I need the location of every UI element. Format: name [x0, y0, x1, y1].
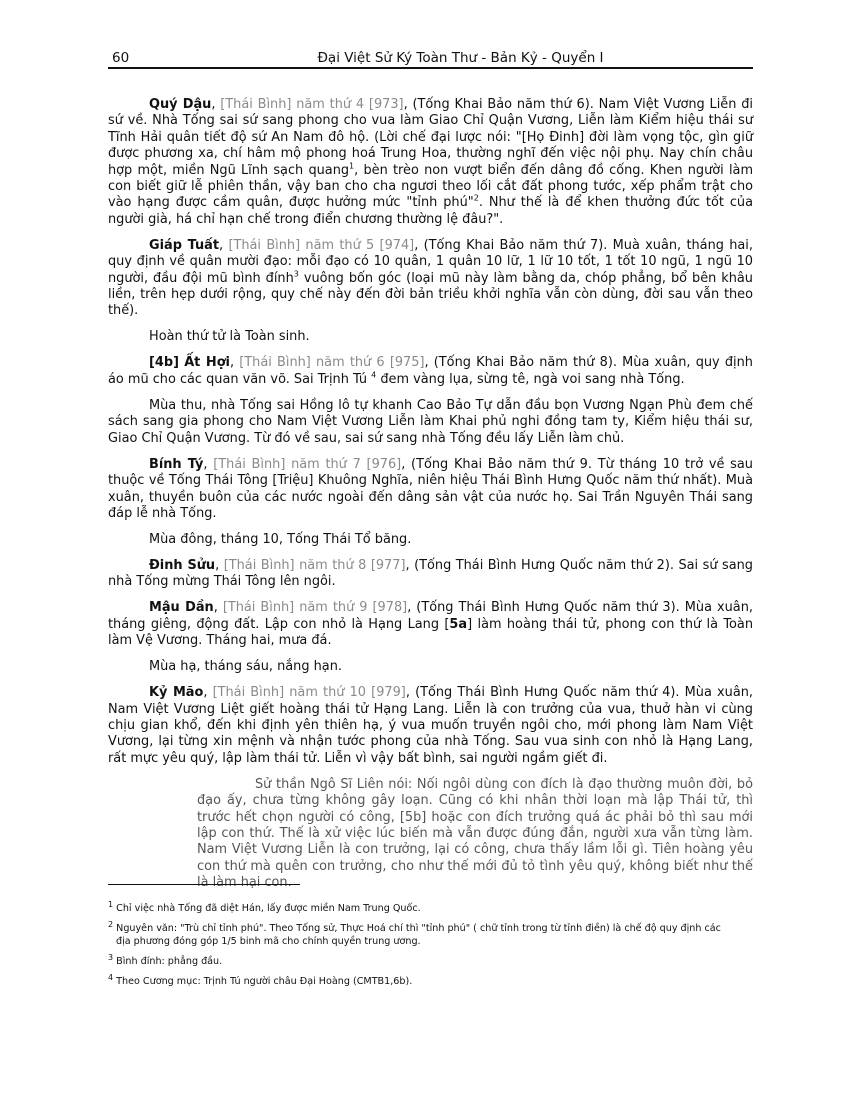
paragraph-text: , (Tống Khai Bảo năm thứ 6). Nam Việt Vương Liễn đi sứ về. Nhà Tống sai sứ sang phong cho vua làm Giao Chỉ Quận Vương, Liễn làm Kiểm hiệu thái sư Tĩnh Hải quân tiết độ sứ An Nam đô hộ. (Lời chế đại lược nói: "[Họ Đinh] đời làm vọng tộc, gìn giữ được phương xa, chí hâm mộ phong hoá Trung Hoa, thường nghĩ đến việc nội phụ. Nay chín châu hợp một, miền Ngũ Lĩnh sạch quang [108, 97, 753, 178]
footnote-number: 4 [108, 972, 114, 982]
footnote-item [108, 952, 753, 968]
year-heading: Giáp Tuất [149, 237, 220, 253]
footnote-item [108, 972, 753, 988]
page-header [108, 48, 753, 68]
paragraph-text: ] làm hoàng thái tử, phong con thứ là Toàn làm Vệ Vương. Tháng hai, mưa đá. [108, 616, 753, 649]
historian-commentary: Sử thần Ngô Sĩ Liên nói: Nối ngôi dùng con đích là đạo thường muôn đời, bỏ đạo ấy, chưa từng không gây loạn. Cũng có khi nhân thời loạn mà lập Thái tử, thì trước hết chọn người có công, [5b] hoặc con đích trưởng quá ác phải bỏ thì sau mới lập con thứ. Thế là xử việc lúc biến mà vẫn được đúng đắn, người xưa vẫn từng làm. Nam Việt Vương Liễn là con trưởng, lại có công, chưa thấy lầm lỗi gì. Tiên hoàng yêu con thứ mà quên con trưởng, cho như thế mới đủ tỏ tình yêu quý, không biết như thế là làm hại con. [197, 776, 753, 891]
page-number: 60 [112, 50, 130, 66]
reign-label: [Thái Bình] năm thứ 4 [973] [220, 97, 404, 112]
paragraph-plain: Mùa thu, nhà Tống sai Hồng lô tự khanh Cao Bảo Tự dẫn đầu bọn Vương Ngạn Phù đem chế sách sang gia phong cho Nam Việt Vương Liễn làm Khai phủ nghi đồng tam ty, Kiểm hiệu thái sư, Giao Chỉ Quận Vương. Từ đó về sau, sai sứ sang nhà Tống đều lấy Liễn làm chủ. [108, 397, 753, 446]
footnote-text: Nguyên văn: "Trù chỉ tỉnh phú". Theo Tống sử, Thực Hoá chí thì "tỉnh phú" ( chữ tỉnh trong từ tỉnh điền) là chế độ quy định các [116, 923, 721, 934]
paragraph-text: , (Tống Khai Bảo năm thứ 7). Muà xuân, tháng hai, quy định về quân mười đạo: mỗi đạo có 10 quân, 1 quân 10 lữ, 1 lữ 10 tốt, 1 tốt 10 ngũ, 1 ngũ 10 người, đầu đội mũ bình đính [108, 237, 753, 286]
paragraph-text: , (Tống Khai Bảo năm thứ 8). Mùa xuân, quy định áo mũ cho các quan văn võ. Sai Trịnh Tú [108, 355, 753, 387]
year-heading: Quý Dậu [149, 97, 212, 112]
reign-label: [Thái Bình] năm thứ 10 [979] [212, 685, 406, 701]
footnote-number: 2 [108, 919, 114, 929]
paragraph-giap-tuat: Giáp Tuất, [Thái Bình] năm thứ 5 [974], (Tống Khai Bảo năm thứ 7). Muà xuân, tháng hai, quy định về quân mười đạo: mỗi đạo có 10 quân, 1 quân 10 lữ, 1 lữ 10 tốt, 1 tốt 10 ngũ, 1 ngũ 10 người, đầu đội mũ bình đính$^3$ vuông bốn góc (loại mũ này làm bằng da, chóp phẳng, bổ bên khâu liền, trên hẹp dưới rộng, quy chế này đến đời bản triều khởi nghĩa vẫn còn dùng, đời sau vẫn theo thế). [108, 237, 753, 319]
footnote-number: 1 [108, 899, 114, 909]
footnote-text-continued: địa phương đóng góp 1/5 binh mã cho chính quyền trung ương. [116, 936, 421, 947]
footnote-text: Chỉ việc nhà Tống đã diệt Hán, lấy được miền Nam Trung Quốc. [116, 903, 421, 914]
reign-label: [Thái Bình] năm thứ 9 [978] [222, 600, 408, 616]
document-body [108, 97, 753, 892]
footnote-text: Bình đính: phẳng đầu. [116, 956, 223, 967]
paragraph-text: , bèn trèo non vượt biển đến dâng đồ cống. Khen người làm con biết giữ lễ phiên thần, vậy ban cho cha ngươi theo lối cắt đất phong tước, xếp phẩm trật cho vào hạng được cầm quân, được hưởng mức "tỉnh phú" [108, 162, 753, 211]
paragraph-text: đem vàng lụa, sừng tê, ngà voi sang nhà Tống. [376, 371, 685, 387]
year-heading: Đinh Sửu [149, 557, 216, 573]
footnote-number: 3 [108, 952, 114, 962]
reign-label: [Thái Bình] năm thứ 8 [977] [223, 557, 406, 573]
paragraph-text: vuông bốn góc (loại mũ này làm bằng da, chóp phẳng, bổ bên khâu liền, trên hẹp dưới rộng, quy chế này đến đời bản triều khởi nghĩa vẫn còn dùng, đời sau vẫn theo thế). [108, 270, 753, 319]
paragraph-plain: Mùa hạ, tháng sáu, nắng hạn. [149, 659, 342, 675]
footnote-ref: 2 [473, 194, 479, 204]
paragraph-text: , (Tống Khai Bảo năm thứ 9. Từ tháng 10 trở về sau thuộc về Tống Thái Tông [Triệu] Khuông Nghĩa, niên hiệu Thái Bình Hưng Quốc năm thứ nhất). Muà xuân, thuyền buôn của các nước ngoài đến dâng sản vật của nước họ. Sai Trần Nguyên Thái sang đáp lễ nhà Tống. [108, 456, 753, 521]
footnotes [108, 899, 753, 995]
paragraph-text: , (Tống Thái Bình Hưng Quốc năm thứ 3). Mùa xuân, tháng giêng, động đất. Lập con nhỏ là Hạng Lang [ [108, 600, 753, 632]
paragraph-at-hoi: [4b] Ất Hợi, [Thái Bình] năm thứ 6 [975], (Tống Khai Bảo năm thứ 8). Mùa xuân, quy định áo mũ cho các quan văn võ. Sai Trịnh Tú $^4$ đem vàng lụa, sừng tê, ngà voi sang nhà Tống. [108, 355, 753, 387]
footnote-ref: 1 [349, 161, 355, 171]
paragraph-text: . Như thế là để khen thưởng đức tốt của người già, há chỉ hạn chế trong điển chương thường lệ đâu?". [108, 195, 754, 227]
footnote-item [108, 899, 753, 915]
paragraph-mau-dan: Mậu Dần, [Thái Bình] năm thứ 9 [978], (Tống Thái Bình Hưng Quốc năm thứ 3). Mùa xuân, tháng giêng, động đất. Lập con nhỏ là Hạng Lang [5a] làm hoàng thái tử, phong con thứ là Toàn làm Vệ Vương. Tháng hai, mưa đá. [108, 600, 753, 649]
reign-label: [Thái Bình] năm thứ 5 [974] [228, 237, 415, 253]
footnote-text: Theo Cương mục: Trịnh Tú người châu Đại Hoàng (CMTB1,6b). [116, 976, 413, 987]
paragraph-ky-mao: Kỷ Mão, [Thái Bình] năm thứ 10 [979], (Tống Thái Bình Hưng Quốc năm thứ 4). Mùa xuân, Nam Việt Vương Liệt giết hoàng thái tử Hạng Lang. Liễn là con trưởng của vua, thuở hàn vi cùng chịu gian khổ, đến khi định yên thiên hạ, ý vua muốn truyền ngôi cho, mới phong làm Nam Việt Vương, lại từng xin mệnh và nhận tước phong của nhà Tống. Sau vua sinh con nhỏ là Hạng Lang, rất mực yêu quý, lập làm thái tử. Liễn vì vậy bất bình, sai người ngầm giết đi. [108, 685, 753, 766]
footnote-rule [108, 884, 300, 885]
paragraph-quy-dau: Quý Dậu, [Thái Bình] năm thứ 4 [973], (Tống Khai Bảo năm thứ 6). Nam Việt Vương Liễn đi sứ về. Nhà Tống sai sứ sang phong cho vua làm Giao Chỉ Quận Vương, Liễn làm Kiểm hiệu thái sư Tĩnh Hải quân tiết độ sứ An Nam đô hộ. (Lời chế đại lược nói: "[Họ Đinh] đời làm vọng tộc, gìn giữ được phương xa, chí hâm mộ phong hoá Trung Hoa, thường nghĩ đến việc nội phụ. Nay chín châu hợp một, miền Ngũ Lĩnh sạch quang$^1$, bèn trèo non vượt biển đến dâng đồ cống. Khen người làm con biết giữ lễ phiên thần, vậy ban cho cha ngươi theo lối cắt đất phong tước, xếp phẩm trật cho vào hạng được cầm quân, được hưởng mức "tỉnh phú"$^2$. Như thế là để khen thưởng đức tốt của người già, há chỉ hạn chế trong điển chương thường lệ đâu?". [108, 97, 754, 227]
folio-marker: 5a [449, 616, 468, 632]
year-heading: Ất Hợi [184, 355, 230, 371]
year-heading: Bính Tý [149, 456, 204, 472]
paragraph-text: , (Tống Thái Bình Hưng Quốc năm thứ 2). Sai sứ sang nhà Tống mừng Thái Tông lên ngôi. [108, 557, 753, 590]
paragraph-plain: Hoàn thứ tử là Toàn sinh. [149, 329, 310, 345]
paragraph-dinh-suu: Đinh Sửu, [Thái Bình] năm thứ 8 [977], (Tống Thái Bình Hưng Quốc năm thứ 2). Sai sứ sang nhà Tống mừng Thái Tông lên ngôi. [108, 557, 753, 590]
footnote-ref: 3 [293, 269, 299, 279]
footnote-ref: 4 [371, 370, 377, 380]
reign-label: [Thái Bình] năm thứ 6 [975] [239, 355, 425, 371]
reign-label: [Thái Bình] năm thứ 7 [976] [213, 456, 402, 472]
paragraph-binh-ty: Bính Tý, [Thái Bình] năm thứ 7 [976], (Tống Khai Bảo năm thứ 9. Từ tháng 10 trở về sau thuộc về Tống Thái Tông [Triệu] Khuông Nghĩa, niên hiệu Thái Bình Hưng Quốc năm thứ nhất). Muà xuân, thuyền buôn của các nước ngoài đến dâng sản vật của nước họ. Sai Trần Nguyên Thái sang đáp lễ nhà Tống. [108, 456, 753, 521]
footnote-item [108, 919, 753, 948]
header-rule [108, 67, 753, 69]
running-title: Đại Việt Sử Ký Toàn Thư - Bản Kỷ - Quyển I [317, 50, 604, 66]
year-heading: Kỷ Mão [149, 685, 204, 701]
paragraph-plain: Mùa đông, tháng 10, Tống Thái Tổ băng. [149, 531, 412, 547]
folio-marker: [4b] [149, 355, 179, 371]
paragraph-text: , (Tống Thái Bình Hưng Quốc năm thứ 4). Mùa xuân, Nam Việt Vương Liệt giết hoàng thái tử Hạng Lang. Liễn là con trưởng của vua, thuở hàn vi cùng chịu gian khổ, đến khi định yên thiên hạ, ý vua muốn truyền ngôi cho, mới phong làm Nam Việt Vương, lại từng xin mệnh và nhận tước phong của nhà Tống. Sau vua sinh con nhỏ là Hạng Lang, rất mực yêu quý, lập làm thái tử. Liễn vì vậy bất bình, sai người ngầm giết đi. [108, 685, 753, 766]
year-heading: Mậu Dần [149, 600, 214, 616]
